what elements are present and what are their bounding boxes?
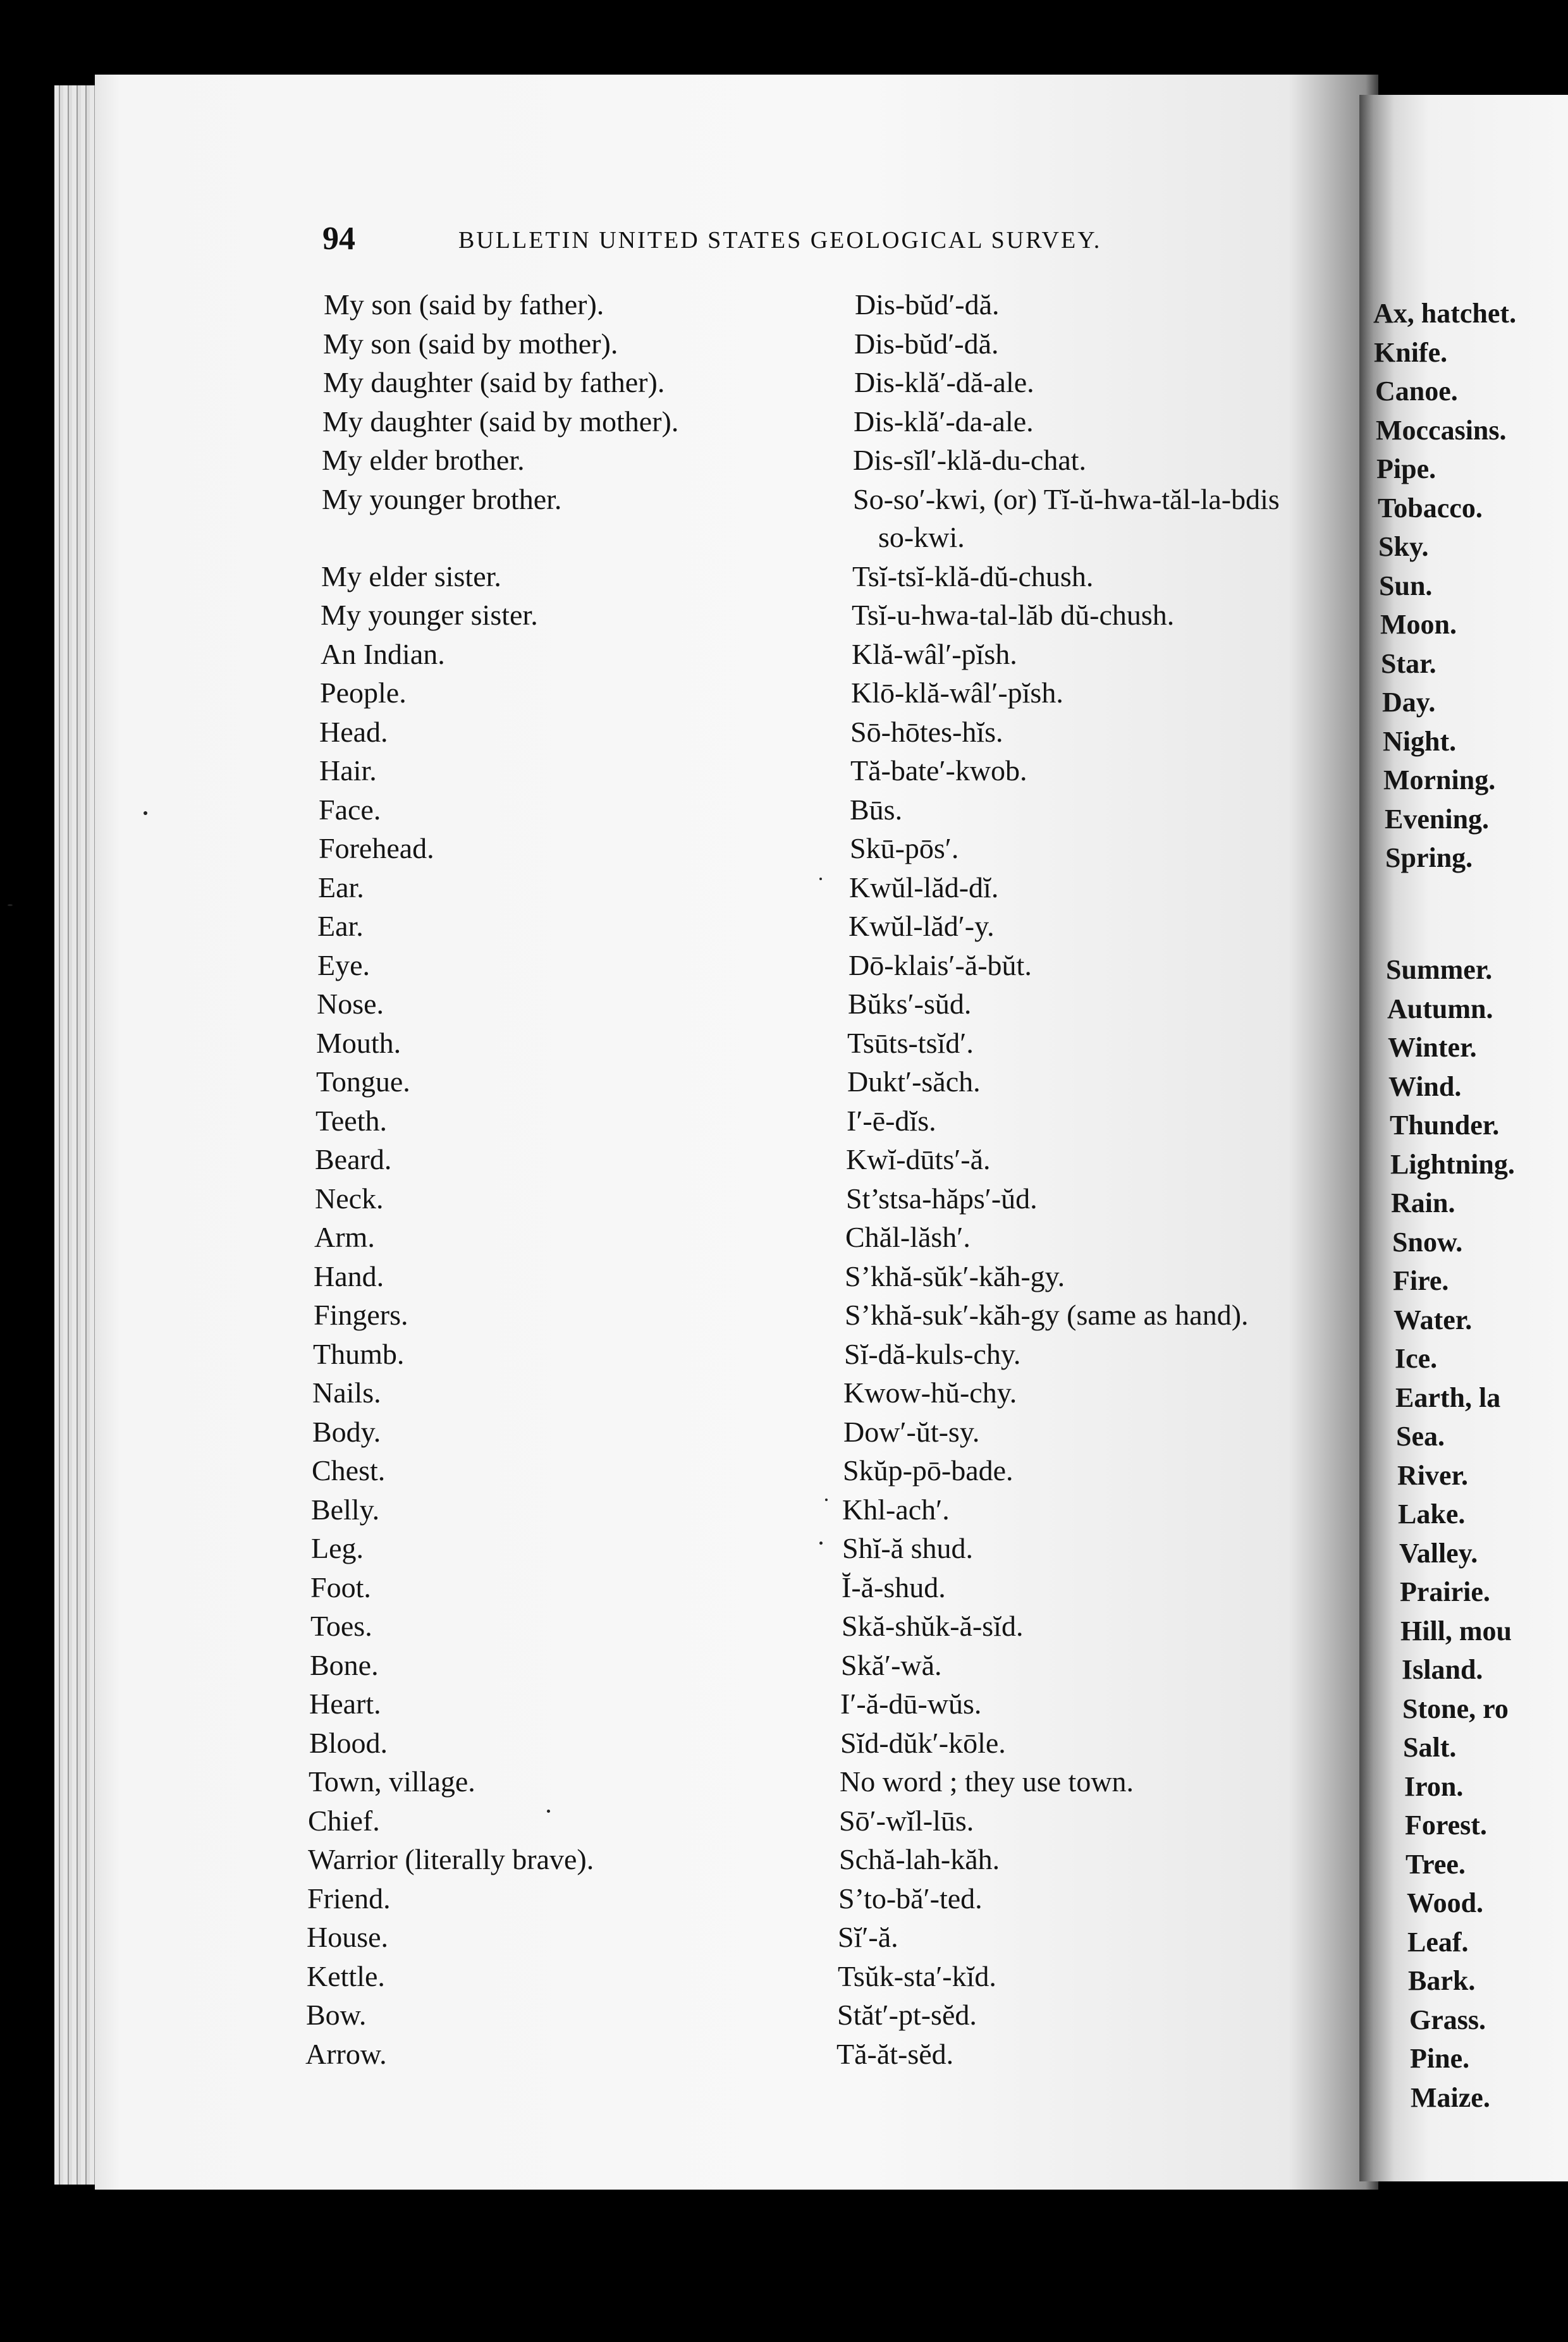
facing-page-word: Tree. bbox=[1406, 1848, 1466, 1880]
facing-page-word: Lake. bbox=[1398, 1499, 1466, 1530]
english-term: Fingers. bbox=[314, 1299, 408, 1331]
native-term: Sō′-wĭl-lūs. bbox=[839, 1804, 974, 1837]
native-term: Skă-shŭk-ă-sĭd. bbox=[842, 1610, 1024, 1642]
native-term: Tsūts-tsĭd′. bbox=[847, 1026, 974, 1059]
english-term: Bow. bbox=[306, 1999, 367, 2031]
facing-page-word: Wind. bbox=[1388, 1070, 1462, 1102]
facing-page-word: Autumn. bbox=[1387, 993, 1493, 1024]
native-term: Kwĭ-dūts′-ă. bbox=[846, 1143, 991, 1175]
specks bbox=[144, 811, 147, 815]
english-term: My elder sister. bbox=[321, 560, 501, 592]
english-term: Teeth. bbox=[315, 1104, 388, 1137]
native-term: Shĭ-ă shud. bbox=[842, 1532, 973, 1564]
english-term: People. bbox=[320, 677, 407, 709]
native-term: Tsĭ-u-hwa-tal-lăb dŭ-chush. bbox=[852, 599, 1175, 631]
facing-page-word: Ice. bbox=[1395, 1343, 1438, 1374]
facing-page-word: Evening. bbox=[1385, 803, 1490, 835]
english-term: Chest. bbox=[312, 1454, 386, 1487]
native-term: St’stsa-hăps′-ŭd. bbox=[846, 1182, 1038, 1215]
facing-page-word-list bbox=[1372, 0, 1568, 2342]
facing-page-word: Water. bbox=[1393, 1304, 1473, 1335]
facing-page-word: Knife. bbox=[1374, 336, 1448, 368]
english-term: Blood. bbox=[309, 1726, 388, 1759]
native-term: Dukt′-săch. bbox=[847, 1065, 981, 1098]
specks bbox=[819, 878, 822, 880]
english-term: Nose. bbox=[317, 988, 384, 1020]
native-term: Sĭd-dŭk′-kōle. bbox=[840, 1726, 1006, 1759]
facing-page-word: Winter. bbox=[1388, 1032, 1477, 1063]
english-term: Beard. bbox=[315, 1143, 392, 1175]
facing-page-word: Night. bbox=[1383, 725, 1457, 757]
native-term: Būs. bbox=[850, 793, 903, 826]
specks bbox=[819, 1542, 823, 1545]
english-term: An Indian. bbox=[321, 637, 445, 670]
facing-page-word: River. bbox=[1397, 1459, 1469, 1491]
facing-page-word: Leaf. bbox=[1407, 1926, 1469, 1958]
facing-page-word: Earth, la bbox=[1395, 1382, 1501, 1413]
page-number: 94 bbox=[322, 221, 355, 257]
english-term: My daughter (said by father). bbox=[323, 366, 665, 398]
english-term: Ear. bbox=[317, 910, 364, 942]
facing-page-word: Sky. bbox=[1378, 531, 1429, 562]
native-term: S’khă-sŭk′-kăh-gy. bbox=[845, 1260, 1065, 1292]
english-term: Hair. bbox=[319, 754, 377, 787]
english-term: Forehead. bbox=[319, 832, 434, 864]
facing-page-word: Sea. bbox=[1396, 1421, 1445, 1452]
native-term: Skŭp-pō-bade. bbox=[843, 1454, 1014, 1487]
english-term: Face. bbox=[319, 793, 381, 826]
running-head: BULLETIN UNITED STATES GEOLOGICAL SURVEY. bbox=[458, 227, 1102, 254]
english-term: Belly. bbox=[311, 1493, 380, 1526]
english-term: Heart. bbox=[309, 1688, 381, 1720]
native-term: Dis-klă′-dă-ale. bbox=[854, 366, 1034, 398]
facing-page-word: Lightning. bbox=[1390, 1148, 1515, 1180]
facing-page-word: Bark. bbox=[1408, 1965, 1476, 1996]
facing-page-word: Valley. bbox=[1399, 1537, 1478, 1569]
facing-page-word: Canoe. bbox=[1375, 376, 1458, 407]
native-term: No word ; they use town. bbox=[840, 1765, 1134, 1798]
native-term: I′-ē-dĭs. bbox=[847, 1104, 936, 1137]
facing-page-word: Sun. bbox=[1379, 570, 1433, 601]
native-term: Klō-klă-wâl′-pĭsh. bbox=[851, 677, 1063, 709]
english-term: Foot. bbox=[310, 1571, 371, 1603]
facing-page-word: Ax, hatchet. bbox=[1373, 298, 1517, 329]
facing-page-word: Snow. bbox=[1392, 1226, 1463, 1258]
native-term: Kwŭl-lăd-dĭ. bbox=[849, 871, 999, 904]
native-term: Sĭ-dă-kuls-chy. bbox=[844, 1337, 1021, 1370]
english-term: Friend. bbox=[307, 1882, 391, 1915]
native-term: Tă-ăt-sĕd. bbox=[836, 2037, 954, 2070]
facing-page-word: Pine. bbox=[1410, 2043, 1470, 2074]
native-term: Tsŭk-sta′-kĭd. bbox=[838, 1959, 996, 1992]
facing-page-word: Moccasins. bbox=[1376, 414, 1507, 446]
english-term: Chief. bbox=[308, 1804, 380, 1837]
native-term: Stăt′-pt-sĕd. bbox=[837, 1999, 977, 2031]
native-term: Dō-klais′-ă-bŭt. bbox=[848, 948, 1032, 981]
native-term: Sō-hōtes-hĭs. bbox=[850, 715, 1003, 748]
facing-page-word: Star. bbox=[1381, 647, 1436, 679]
native-term: Kwow-hŭ-chy. bbox=[843, 1376, 1017, 1409]
english-term: My son (said by mother). bbox=[323, 327, 618, 360]
native-term: Khl-ach′. bbox=[842, 1493, 950, 1526]
native-term: Chăl-lăsh′. bbox=[845, 1221, 971, 1253]
specks bbox=[547, 1810, 550, 1813]
english-term: Hand. bbox=[314, 1260, 384, 1292]
native-term: S’khă-suk′-kăh-gy (same as hand). bbox=[845, 1299, 1249, 1331]
english-term: Nails. bbox=[312, 1376, 381, 1409]
native-term: Ĭ-ă-shud. bbox=[842, 1571, 946, 1603]
native-term: Dis-bŭd′-dă. bbox=[854, 327, 999, 360]
english-term: Bone. bbox=[310, 1648, 379, 1681]
english-term: Body. bbox=[312, 1415, 381, 1448]
facing-page-word: Forest. bbox=[1405, 1810, 1487, 1841]
native-term: Tsĭ-tsĭ-klă-dŭ-chush. bbox=[852, 560, 1094, 592]
facing-page-word: Day. bbox=[1382, 687, 1436, 718]
english-term: My daughter (said by mother). bbox=[322, 405, 679, 438]
facing-page-word: Moon. bbox=[1380, 609, 1457, 640]
english-term: Toes. bbox=[310, 1610, 372, 1642]
english-term: Head. bbox=[319, 715, 388, 748]
english-term: My younger sister. bbox=[321, 599, 538, 631]
native-term: Sĭ′-ă. bbox=[838, 1921, 898, 1953]
facing-page-word: Pipe. bbox=[1376, 453, 1436, 484]
english-term: Kettle. bbox=[307, 1959, 385, 1992]
native-term: Skă′-wă. bbox=[841, 1648, 942, 1681]
facing-page-word: Salt. bbox=[1403, 1732, 1457, 1763]
english-term: My son (said by father). bbox=[324, 288, 604, 321]
english-term: Neck. bbox=[315, 1182, 384, 1215]
native-term: I′-ă-dū-wŭs. bbox=[840, 1688, 982, 1720]
native-term-continuation: so-kwi. bbox=[878, 520, 965, 553]
facing-page-word: Iron. bbox=[1404, 1770, 1464, 1802]
facing-page-word: Spring. bbox=[1385, 842, 1473, 873]
native-term: Dis-sĭl′-klă-du-chat. bbox=[853, 444, 1087, 476]
english-term: Town, village. bbox=[309, 1765, 475, 1798]
english-term: Eye. bbox=[317, 948, 371, 981]
facing-page-word: Summer. bbox=[1386, 954, 1493, 985]
facing-page-word: Stone, ro bbox=[1402, 1693, 1509, 1724]
facing-page-word: Morning. bbox=[1383, 764, 1496, 795]
english-term: Arrow. bbox=[305, 2037, 387, 2070]
facing-page-word: Rain. bbox=[1391, 1187, 1455, 1218]
english-term: Thumb. bbox=[313, 1337, 405, 1370]
facing-page-word: Wood. bbox=[1407, 1887, 1484, 1918]
native-term: Dis-bŭd′-dă. bbox=[855, 288, 1000, 321]
facing-page-word: Hill, mou bbox=[1400, 1615, 1512, 1646]
english-term: Tongue. bbox=[316, 1065, 410, 1098]
facing-page-word: Prairie. bbox=[1400, 1576, 1490, 1607]
english-term: Leg. bbox=[311, 1532, 364, 1564]
native-term: Dis-klă′-da-ale. bbox=[854, 405, 1034, 438]
english-term: My younger brother. bbox=[322, 482, 562, 515]
english-term: My elder brother. bbox=[322, 444, 525, 476]
english-term: Ear. bbox=[318, 871, 364, 904]
native-term: Bŭks′-sŭd. bbox=[848, 988, 972, 1020]
native-term: S’to-bă′-ted. bbox=[838, 1882, 983, 1915]
native-term: Dow′-ŭt-sy. bbox=[843, 1415, 980, 1448]
native-term: So-so′-kwi, (or) Tĭ-ŭ-hwa-tăl-la-bdis bbox=[853, 482, 1280, 515]
native-term: Skū-pōs′. bbox=[850, 832, 959, 864]
english-term: Warrior (literally brave). bbox=[308, 1843, 594, 1875]
english-term: Arm. bbox=[314, 1221, 375, 1253]
facing-page-word: Tobacco. bbox=[1378, 492, 1483, 524]
specks bbox=[8, 904, 13, 906]
native-term: Klă-wâl′-pĭsh. bbox=[852, 637, 1017, 670]
facing-page-word: Maize. bbox=[1411, 2081, 1490, 2113]
facing-page-word: Grass. bbox=[1409, 2004, 1486, 2035]
facing-page-word: Thunder. bbox=[1390, 1110, 1500, 1141]
native-term: Tă-bate′-kwob. bbox=[850, 754, 1027, 787]
native-term: Schă-lah-kăh. bbox=[839, 1843, 1000, 1875]
english-term: House. bbox=[307, 1921, 389, 1953]
native-term: Kwŭl-lăd′-y. bbox=[848, 910, 995, 942]
facing-page-word: Fire. bbox=[1393, 1265, 1449, 1296]
specks bbox=[825, 1499, 828, 1501]
facing-page-word: Island. bbox=[1402, 1654, 1483, 1685]
english-term: Mouth. bbox=[316, 1026, 401, 1059]
